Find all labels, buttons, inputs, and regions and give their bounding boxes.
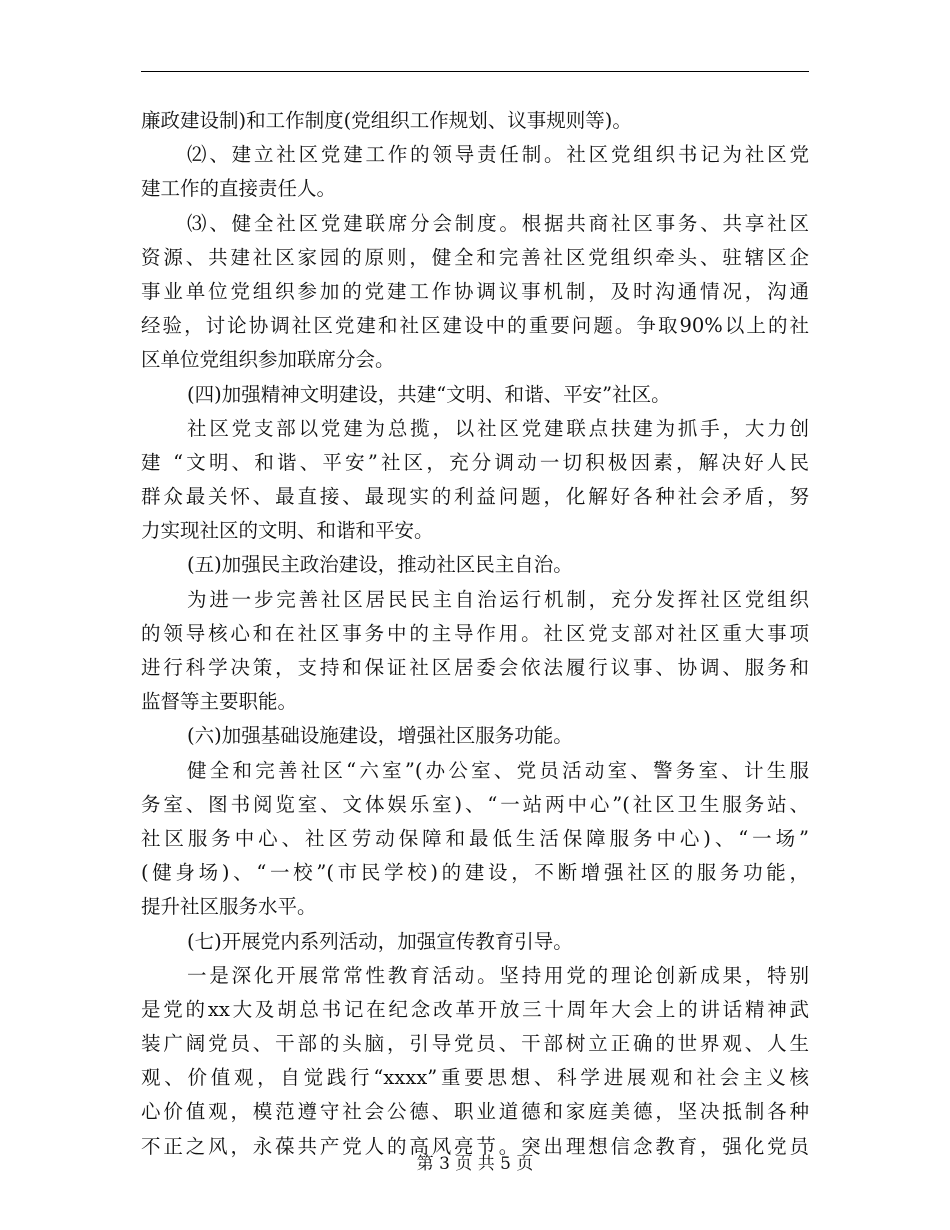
text-line: 资源、共建社区家园的原则，健全和完善社区党组织牵头、驻辖区企 [141, 245, 809, 269]
text-line: 健全和完善社区“六室”(办公室、党员活动室、警务室、计生服 [187, 758, 809, 782]
text-line: 建工作的直接责任人。 [141, 177, 337, 201]
text-line: 区单位党组织参加联席分会。 [141, 348, 395, 372]
text-line: (四)加强精神文明建设，共建“文明、和谐、平安”社区。 [187, 382, 671, 406]
text-line: 观、价值观，自觉践行“xxxx”重要思想、科学进展观和社会主义核 [141, 1066, 809, 1090]
text-line: (七)开展党内系列活动，加强宣传教育引导。 [187, 929, 573, 953]
text-line: 力实现社区的文明、和谐和平安。 [141, 519, 434, 543]
text-line: 廉政建设制)和工作制度(党组织工作规划、议事规则等)。 [141, 109, 632, 132]
text-line: 装广阔党员、干部的头脑，引导党员、干部树立正确的世界观、人生 [141, 1032, 809, 1056]
text-line: ⑵、建立社区党建工作的领导责任制。社区党组织书记为社区党 [187, 143, 809, 167]
text-line: 提升社区服务水平。 [141, 895, 317, 919]
text-line: 不正之风，永葆共产党人的高风亮节。突出理想信念教育，强化党员 [141, 1134, 809, 1158]
text-line: 群众最关怀、最直接、最现实的利益问题，化解好各种社会矛盾，努 [141, 485, 809, 509]
text-line: ⑶、健全社区党建联席分会制度。根据共商社区事务、共享社区 [187, 211, 809, 235]
text-line: 社区服务中心、社区劳动保障和最低生活保障服务中心)、“一场” [141, 826, 809, 850]
text-line: (五)加强民主政治建设，推动社区民主自治。 [187, 553, 573, 577]
text-line: 的领导核心和在社区事务中的主导作用。社区党支部对社区重大事项 [141, 621, 809, 645]
text-line: 心价值观，模范遵守社会公德、职业道德和家庭美德，坚决抵制各种 [141, 1100, 809, 1124]
text-line: 事业单位党组织参加的党建工作协调议事机制，及时沟通情况，沟通 [141, 279, 809, 303]
text-line: 建 “文明、和谐、平安”社区，充分调动一切积极因素，解决好人民 [141, 450, 809, 474]
text-line: 一是深化开展常常性教育活动。坚持用党的理论创新成果，特别 [187, 963, 809, 987]
text-line: (健身场)、“一校”(市民学校)的建设，不断增强社区的服务功能， [141, 861, 809, 885]
text-line: (六)加强基础设施建设，增强社区服务功能。 [187, 724, 573, 748]
text-line: 监督等主要职能。 [141, 690, 298, 714]
text-line: 进行科学决策，支持和保证社区居委会依法履行议事、协调、服务和 [141, 656, 809, 679]
text-line: 是党的xx大及胡总书记在纪念改革开放三十周年大会上的讲话精神武 [141, 997, 809, 1021]
body-text [141, 104, 809, 1164]
text-line: 社区党支部以党建为总揽，以社区党建联点扶建为抓手，大力创 [187, 416, 809, 440]
page-number: 第 3 页 共 5 页 [416, 1154, 534, 1174]
header-rule [141, 71, 809, 72]
text-line: 经验，讨论协调社区党建和社区建设中的重要问题。争取90%以上的社 [141, 314, 809, 338]
text-line: 为进一步完善社区居民民主自治运行机制，充分发挥社区党组织 [187, 587, 809, 611]
text-line: 务室、图书阅览室、文体娱乐室)、“一站两中心”(社区卫生服务站、 [141, 792, 809, 816]
